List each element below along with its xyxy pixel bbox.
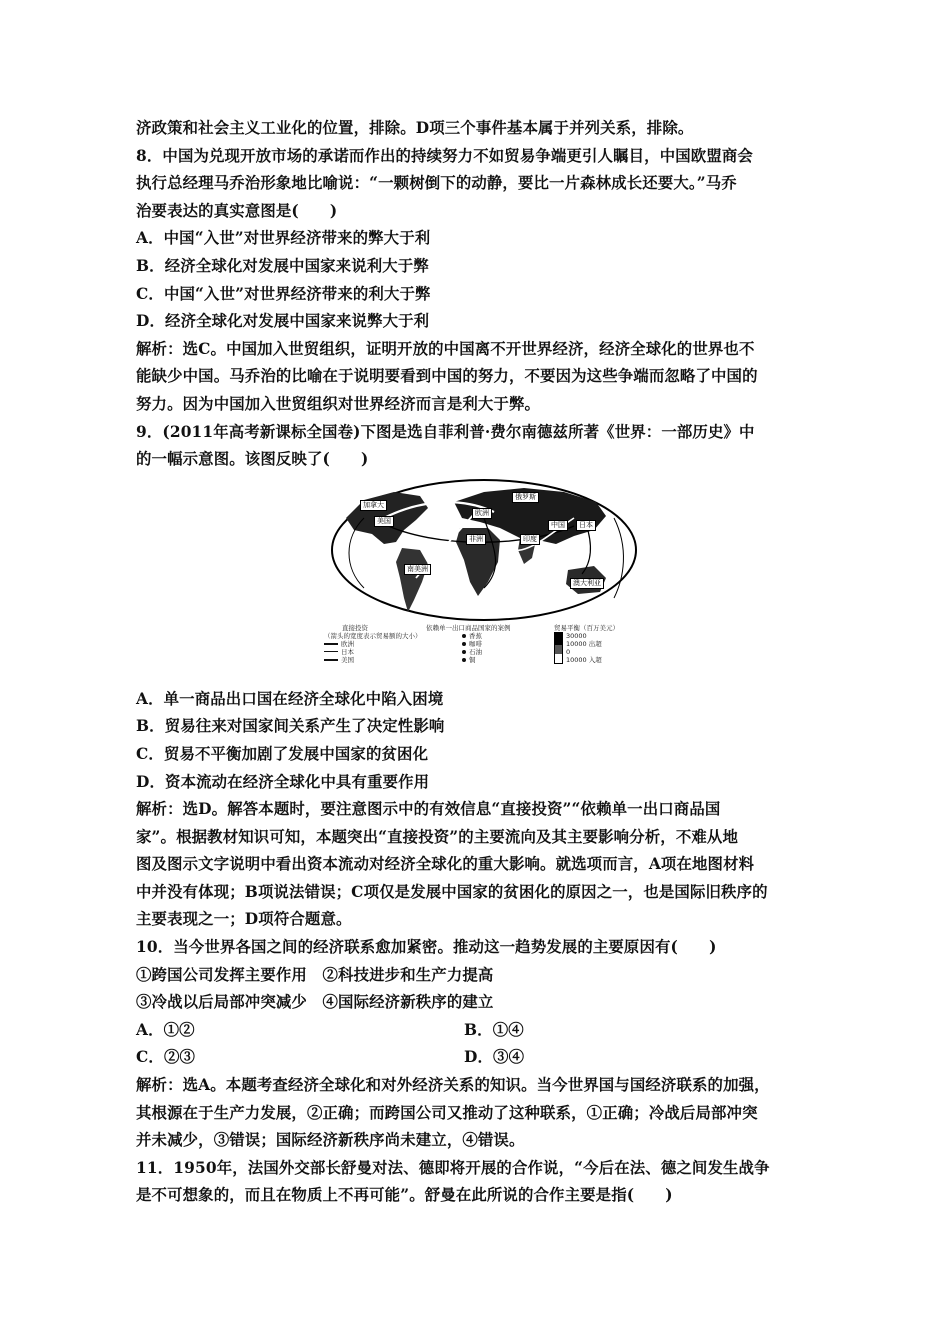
legend-item: 铜 [426,656,511,664]
question-8-line: 执行总经理马乔治形象地比喻说：“一颗树倒下的动静，要比一片森林成长还要大。”马乔 [136,174,737,193]
analysis-line: 解析：选C。中国加入世贸组织，证明开放的中国离不开世界经济，经济全球化的世界也不 [136,339,755,358]
legend-item: 10000 入超 [566,655,602,664]
option-b: B．贸易往来对国家间关系产生了决定性影响 [136,717,445,736]
option-b: B．①④ [464,1020,524,1039]
legend-direct-investment-title: 直接投资 [342,623,368,632]
map-label-usa: 美国 [374,516,394,527]
option-b: B．经济全球化对发展中国家来说利大于弊 [136,256,429,275]
analysis-line: 主要表现之一；D项符合题意。 [136,910,352,929]
document-content [136,115,826,1210]
question-10-item-line: ①跨国公司发挥主要作用 ②科技进步和生产力提高 [136,965,494,984]
world-map-figure [324,478,644,684]
arrow-icon [324,659,338,661]
question-9-line: 9．(2011年高考新课标全国卷)下图是选自菲利普·费尔南德兹所著《世界：一部历史》中 [136,422,755,441]
question-11-line: 是不可想象的，而且在物质上不再可能”。舒曼在此所说的合作主要是指( ) [136,1186,673,1205]
question-10-line: 10．当今世界各国之间的经济联系愈加紧密。推动这一趋势发展的主要原因有( ) [136,938,717,957]
legend-trade-balance [554,624,619,664]
analysis-line: 并未减少，③错误；国际经济新秩序尚未建立，④错误。 [136,1131,525,1150]
legend-item: 欧洲 [324,640,422,648]
question-11-line: 11．1950年，法国外交部长舒曼对法、德即将开展的合作说，“今后在法、德之间发生战争 [136,1158,770,1177]
map-label-australia: 澳大利亚 [570,578,604,589]
legend-item: 0 [566,647,571,656]
dot-icon [462,642,466,646]
map-legend [324,624,644,684]
legend-trade-balance-title: 贸易平衡（百万美元） [554,623,619,632]
option-d: D．资本流动在经济全球化中具有重要作用 [136,772,430,791]
map-label-india: 印度 [520,534,540,545]
map-label-africa: 非洲 [466,534,486,545]
analysis-line: 家”。根据教材知识可知，本题突出“直接投资”的主要流向及其主要影响分析，不难从地 [136,827,739,846]
dot-icon [462,650,466,654]
legend-single-export [426,624,511,664]
dot-icon [462,658,466,662]
map-label-russia: 俄罗斯 [512,492,539,503]
question-10-options-row [136,1044,826,1072]
question-8-line: 治要表达的真实意图是( ) [136,201,338,220]
legend-single-export-title: 依赖单一出口商品国家的案例 [426,623,511,632]
map-label-japan: 日本 [576,520,596,531]
legend-direct-investment [324,624,422,664]
legend-item: 10000 出超 [566,639,602,648]
analysis-line: 努力。因为中国加入世贸组织对世界经济而言是利大于弊。 [136,394,541,413]
arrow-icon [324,651,338,652]
option-a: A．单一商品出口国在经济全球化中陷入困境 [136,689,444,708]
question-9-line: 的一幅示意图。该图反映了( ) [136,450,369,469]
option-c: C．中国“入世”对世界经济带来的利大于弊 [136,284,431,303]
analysis-line: 其根源在于生产力发展，②正确；而跨国公司又推动了这种联系，①正确；冷战后局部冲突 [136,1103,758,1122]
legend-item: 咖啡 [426,640,511,648]
analysis-line: 中并没有体现；B项说法错误；C项仅是发展中国家的贫困化的原因之一，也是国际旧秩序的 [136,882,768,901]
analysis-line: 解析：选A。本题考查经济全球化和对外经济关系的知识。当今世界国与国经济联系的加强， [136,1076,770,1095]
option-d: D．经济全球化对发展中国家来说弊大于利 [136,312,430,331]
legend-item: 日本 [324,648,422,656]
map-label-south-america: 南美洲 [404,564,431,575]
legend-item: 30000 [566,631,587,640]
map-label-canada: 加拿大 [360,500,387,511]
option-a: A．中国“入世”对世界经济带来的弊大于利 [136,229,431,248]
question-10-options-row [136,1017,826,1045]
option-d: D．③④ [464,1048,525,1067]
analysis-line: 能缺少中国。马乔治的比喻在于说明要看到中国的努力，不要因为这些争端而忽略了中国的 [136,367,758,386]
option-c: C．②③ [136,1048,196,1067]
legend-item: 香蕉 [426,632,511,640]
question-8-line: 8．中国为兑现开放市场的承诺而作出的持续努力不如贸易争端更引人瞩目，中国欧盟商会 [136,146,753,165]
option-c: C．贸易不平衡加剧了发展中国家的贫困化 [136,744,429,763]
analysis-line: 解析：选D。解答本题时，要注意图示中的有效信息“直接投资”“依赖单一出口商品国 [136,800,721,819]
map-label-europe: 欧洲 [472,508,492,519]
legend-item: 美国 [324,656,422,664]
option-a: A．①② [136,1020,195,1039]
arrow-icon [324,643,338,645]
question-10-item-line: ③冷战以后局部冲突减少 ④国际经济新秩序的建立 [136,993,494,1012]
legend-item: 石油 [426,648,511,656]
dot-icon [462,634,466,638]
trade-balance-scale-icon [554,632,563,664]
analysis-line: 图及图示文字说明中看出资本流动对经济全球化的重大影响。就选项而言，A项在地图材料 [136,855,755,874]
text-line: 济政策和社会主义工业化的位置，排除。D项三个事件基本属于并列关系，排除。 [136,119,694,137]
legend-direct-investment-note: （箭头的宽度表示贸易额的大小） [324,631,422,640]
map-label-china: 中国 [548,520,568,531]
